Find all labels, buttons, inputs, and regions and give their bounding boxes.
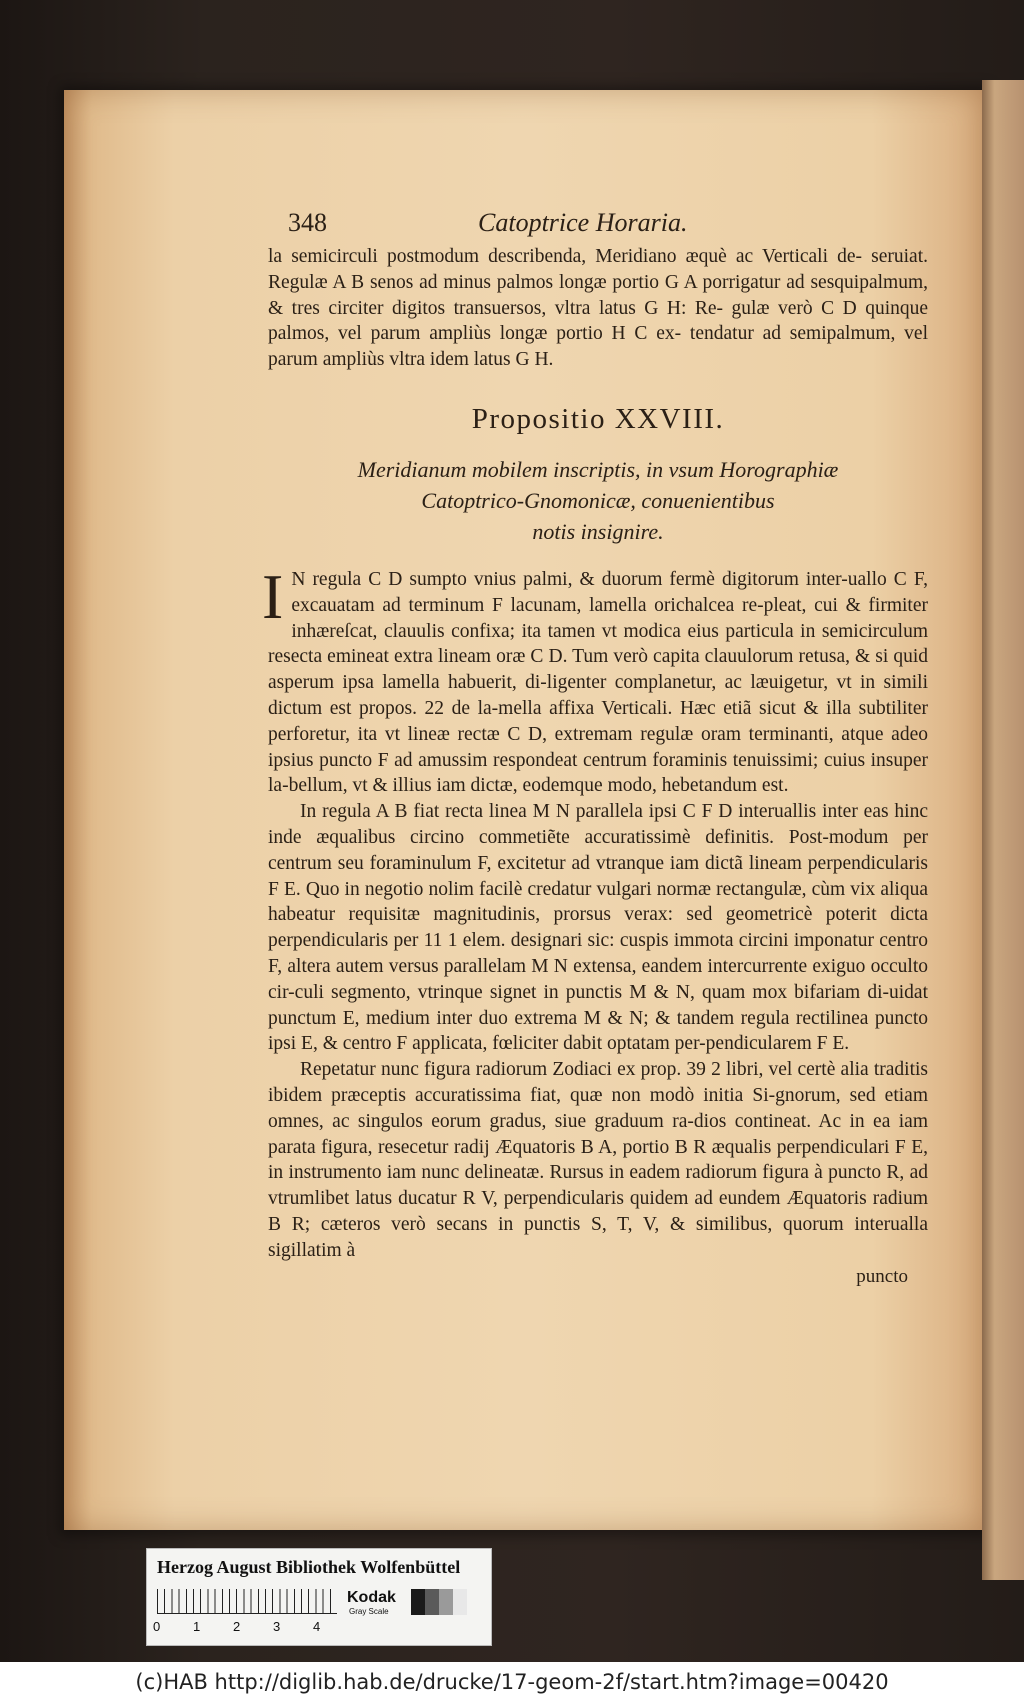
library-name: Herzog August Bibliothek Wolfenbüttel [157,1557,461,1577]
subtitle-line: notis insignire. [532,518,664,544]
intro-paragraph [268,244,928,373]
intro-line: ad sesquipalmum, & tres circiter digitos transuersos, vltra latus G H: Re- [268,271,928,319]
paragraph-1-text: N regula C D sumpto vnius palmi, & duorum fermè digitorum inter-uallo C F, excauatam ad terminum F lacunam, lamella orichalcea re-pleat, cui & firmiter inhæreſcat, clauulis confixa; ita tamen vt modica eius particula in semicirculum resecta emineat extra lineam oræ C D. Tum verò capita clauulorum retusa, & si quid asperum ipsa lamella habuerit, di-ligenter complanetur, ac læuigetur, vt in simili dictum est propos. 22 de la-mella affixa Verticali. Hæc etiã sicut & illa subtiliter perforetur, ita vt lineæ rectæ C D, extremam regulæ oram terminanti, atque adeo ipsius puncto F ad amussim respondeat centrum foraminis tenuissimi; cuius insuper la-bellum, vt & illius iam dictæ, eodemque modo, hebetandum est. [268,568,928,797]
footer-credit: (c)HAB http://diglib.hab.de/drucke/17-geom-2f/start.htm?image=00420 [0,1662,1024,1702]
gray-swatch [439,1589,453,1615]
intro-line: la semicirculi postmodum describenda, Meridiano æquè ac Verticali de- [268,246,863,267]
intro-line: seruiat. Regulæ A B senos ad minus palmos longæ portio G A porrigatur [268,246,929,293]
proposition-subtitle [268,454,928,547]
ruler-number: 4 [313,1619,321,1634]
ruler-number: 3 [273,1619,281,1634]
paragraph-3: Repetatur nunc figura radiorum Zodiaci ex prop. 39 2 libri, vel certè alia traditis ibidem præceptis accuratissima fiat, quæ non modò initia Si-gnorum, sed etiam omnes, ac singulos eorum gradus, siue graduum ra-dios contineat. Ac in ea iam parata figura, resecetur radij Æquatoris B A, portio B R æqualis perpendiculari F E, in instrumento iam nunc delineatæ. Rursus in eadem radiorum figura à puncto R, ad vtrumlibet latus ducatur R V, perpendicularis quidem ad eundem Æquatoris radium B R; cæteros verò secans in punctis S, T, V, & similibus, quorum interualla sigillatim à [268,1059,928,1261]
running-head [268,208,928,244]
catchword: puncto [856,1265,908,1287]
ruler-number: 1 [193,1619,201,1634]
gray-swatch [425,1589,439,1615]
page-number: 348 [288,208,327,237]
subtitle-line: Catoptrico-Gnomonicæ, conuenientibus [421,487,775,513]
text-block [262,208,929,1288]
paragraph-1 [262,560,928,799]
ruler-number: 2 [233,1619,241,1634]
intro-line: tendatur ad semipalmum, vel parum ampliùs vltra idem latus G H. [268,323,929,371]
intro-line: gulæ verò C D quinque palmos, vel parum ampliùs longæ portio H C ex- [268,297,929,345]
gray-swatch [453,1589,467,1615]
kodak-logo: Kodak [347,1589,396,1606]
gray-swatch [411,1589,425,1615]
gray-scale-label: Gray Scale [349,1607,389,1616]
paragraph-2: In regula A B fiat recta linea M N parallela ipsi C F D interuallis inter eas hinc inde æqualibus circino commetiẽte accuratissimè definitis. Post-modum per centrum seu foraminulum F, excitetur ad vtranque iam dictã lineam perpendicularis F E. Quo in negotio nolim facilè credatur vulgari normæ rectangulæ, cùm vix aliqua habeatur requisitæ magnitudinis, prorsus verax: sed geometricè poterit dicta perpendicularis per 11 1 elem. designari sic: cuspis immota circini imponatur centro F, altera autem versus parallelam M N extensa, eandem intercurrente exiguo occulto cir-culi segmento, vtrinque signet in punctis M & N, quam mox bifariam di-uidat punctum E, medium inter duo extrema M & N; & tandem regula rectilinea puncto ipsi E, & centro F applicata, fœliciter dabit optatam per-pendicularem F E. [268,801,928,1055]
gray-swatches [411,1589,467,1615]
running-title: Catoptrice Horaria. [478,208,688,237]
ruler-number: 0 [153,1619,161,1634]
drop-initial: I [262,560,284,632]
facing-page-edge [982,80,1024,1580]
scale-ruler [157,1589,337,1614]
proposition-title: Propositio XXVIII. [471,402,725,435]
subtitle-line: Meridianum mobilem inscriptis, in vsum Horographiæ [357,456,839,482]
color-calibration-bar [146,1548,492,1646]
